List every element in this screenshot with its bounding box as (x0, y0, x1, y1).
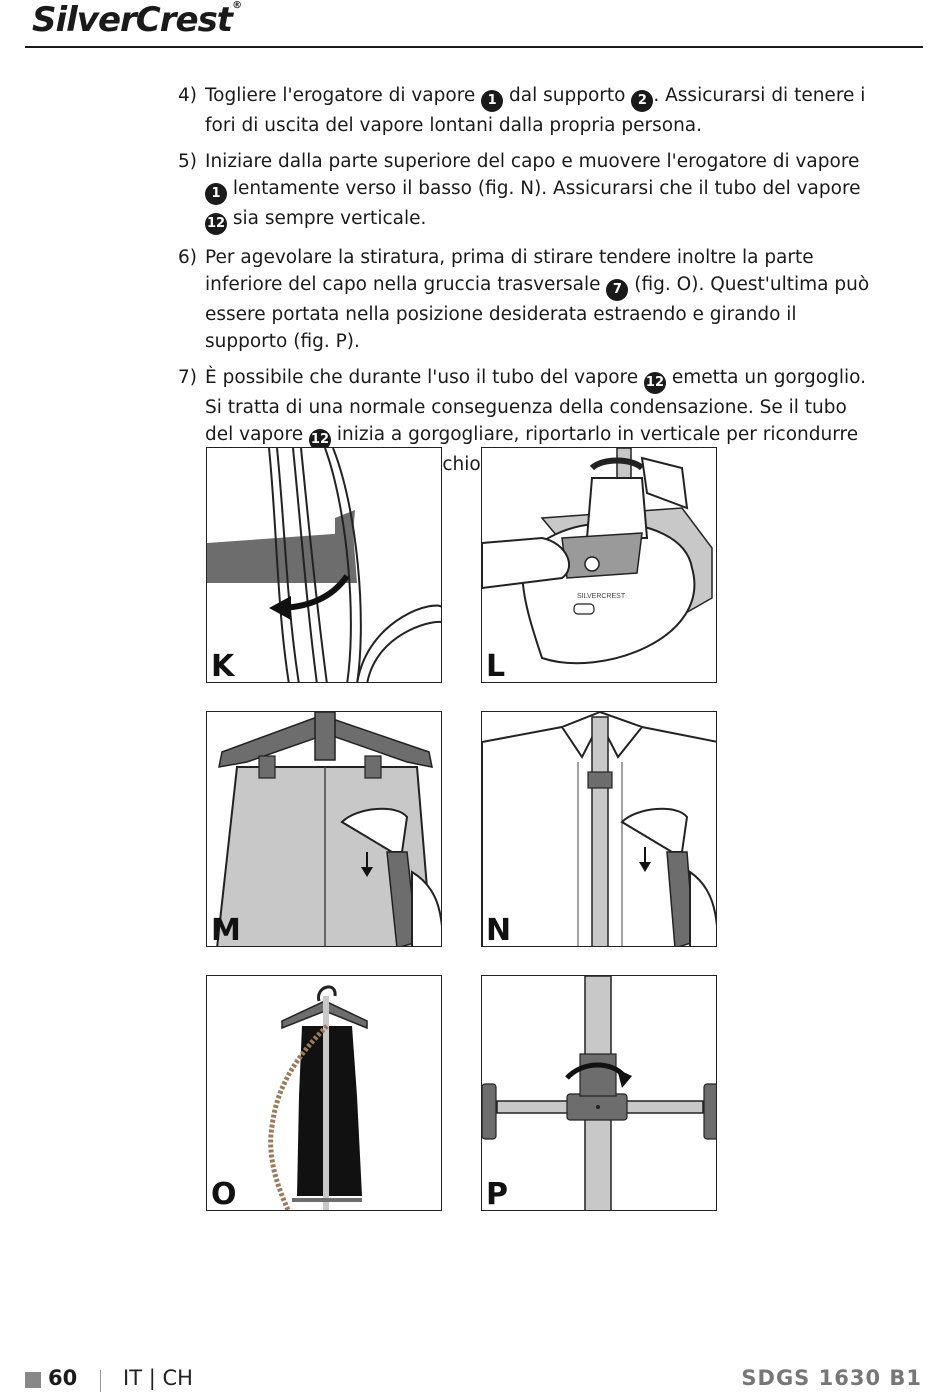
figure-label: N (486, 913, 512, 947)
steamer-base-illustration (482, 448, 717, 683)
figure-m (206, 711, 442, 947)
trousers-steaming-illustration (207, 712, 442, 947)
part-number-badge: 7 (606, 279, 628, 301)
model-number: SDGS 1630 B1 (741, 1366, 922, 1390)
figure-k (206, 447, 442, 683)
step-6 (178, 244, 878, 355)
step-text: Iniziare dalla parte superiore del capo e muovere l'erogatore di vapore 1 lentamente verso il basso (fig. N). Assicurarsi che il tubo del vapore 12 sia sempre verticale. (205, 148, 878, 235)
figure-label: P (486, 1177, 508, 1211)
step-4 (178, 82, 878, 139)
dress-on-hanger-illustration (207, 976, 442, 1211)
figure-o (206, 975, 442, 1211)
part-number-badge: 1 (481, 90, 503, 112)
part-number-badge: 12 (205, 213, 227, 235)
figure-n (481, 711, 717, 947)
step-number: 4) (178, 85, 197, 106)
footer-separator (100, 1370, 101, 1392)
crossbar-rotation-illustration (482, 976, 717, 1211)
page-number: 60 (48, 1366, 78, 1390)
part-number-badge: 2 (631, 90, 653, 112)
step-text: Togliere l'erogatore di vapore 1 dal supporto 2 . Assicurarsi di tenere i fori di uscita del vapore lontani dalla propria persona. (205, 85, 866, 136)
figure-label: O (211, 1177, 237, 1211)
step-number: 6) (178, 247, 197, 268)
step-text: È possibile che durante l'uso il tubo del vapore 12 emetta un gorgoglio. Si tratta di una normale conseguenza della condensazione. Se il tubo del vapore 12 inizia a gorgogliare, riportarlo in verticale per ricondurre (205, 364, 878, 478)
svg-text:SILVERCREST: SILVERCREST (577, 593, 626, 600)
figure-label: K (211, 649, 235, 683)
shirt-steaming-illustration (482, 712, 717, 947)
brand-logo: SilverCrest® (32, 0, 242, 40)
step-text: Per agevolare la stiratura, prima di stirare tendere inoltre la parte inferiore del capo nella gruccia trasversale 7 (fig. O). Quest'ultima può essere portata nella posizione desiderata estraendo e girando il supporto (fig. P). (205, 247, 870, 352)
part-number-badge: 1 (205, 183, 227, 205)
part-number-badge: 12 (644, 372, 666, 394)
step-5 (178, 148, 878, 235)
step-number: 5) (178, 151, 197, 172)
figure-l (481, 447, 717, 683)
language-code: IT | CH (123, 1366, 193, 1390)
page-marker (25, 1372, 41, 1388)
header-rule (25, 46, 923, 48)
instruction-list (178, 82, 878, 487)
figure-label: M (211, 913, 241, 947)
part-number-badge: 12 (309, 429, 331, 451)
figure-label: L (486, 649, 506, 683)
figure-p (481, 975, 717, 1211)
hose-wrap-illustration (207, 448, 442, 683)
step-number: 7) (178, 367, 197, 388)
